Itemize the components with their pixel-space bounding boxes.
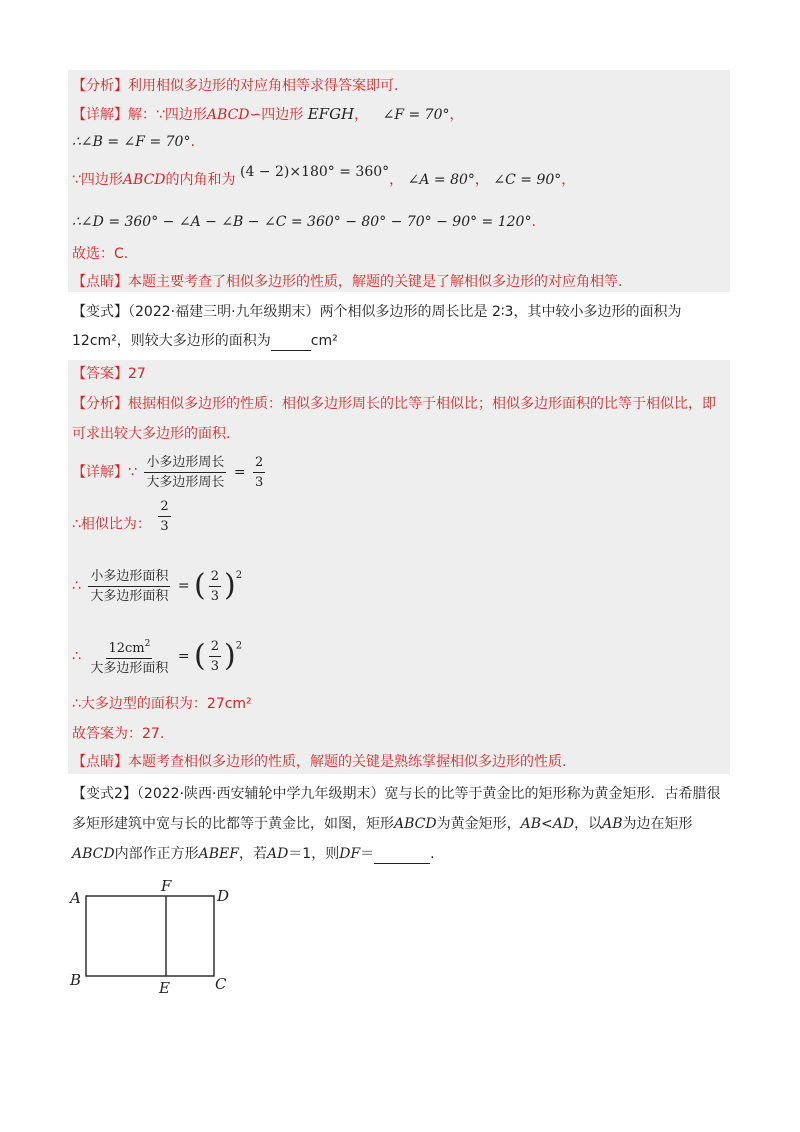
variant2-line-3: [72, 844, 435, 864]
variant2-line-1: [72, 784, 720, 804]
comment-text: 本题主要考查了相似多边形的性质，解题的关键是了解相似多边形的对应角相等.: [128, 274, 623, 290]
comment-tag: 【点睛】: [72, 274, 128, 290]
variant-tag: 【变式】: [72, 304, 128, 320]
variant1-question-line-2: [72, 331, 338, 351]
fraction-denominator: 大多边形面积: [90, 588, 169, 604]
variant1-analysis-line-2: 可求出较大多边形的面积.: [72, 426, 231, 442]
variant1-analysis-line-1: [72, 394, 716, 414]
label-e: E: [159, 979, 170, 997]
detail-tag: 【详解】: [72, 107, 128, 123]
segment-ab: AB: [602, 816, 623, 832]
exponent: 2: [144, 639, 151, 649]
angle-f: ∠F = 70°: [382, 107, 450, 123]
question-text: 多矩形建筑中宽与长的比都等于黄金比，如图，矩形: [72, 816, 394, 832]
area-value-fraction: [88, 636, 170, 677]
question-text: 内部作正方形: [114, 846, 199, 862]
right-paren: ): [224, 568, 236, 603]
variant-tag: 【变式2】: [72, 786, 137, 802]
therefore-symbol: ∴: [72, 578, 81, 594]
segment-ad: AD: [552, 816, 575, 832]
angle-sum: (4 − 2)×180° = 360°: [239, 164, 390, 180]
equals-sign: =: [233, 464, 246, 481]
right-paren: ): [224, 638, 236, 674]
rectangle-abcd: [86, 896, 214, 976]
period: .: [531, 214, 536, 230]
detail-line-2: [72, 132, 195, 152]
fraction-denominator: 3: [160, 519, 169, 534]
question-text: 为黄金矩形，: [436, 816, 521, 832]
perimeter-ratio-fraction: [144, 454, 226, 491]
rect-abcd: ABCD: [394, 816, 437, 832]
answer-tag: 【答案】: [72, 366, 128, 382]
detail-text: ∵四边形: [72, 172, 123, 188]
exponent: 2: [235, 640, 243, 652]
variant2-line-2: [72, 814, 693, 834]
detail-tag: 【详解】: [72, 464, 128, 481]
separator: ，: [354, 107, 369, 123]
separator: ，: [561, 172, 576, 188]
exponent: 2: [235, 570, 243, 581]
fraction-denominator: 3: [210, 588, 220, 604]
question-text: 12cm²，则较大多边形的面积为: [72, 333, 271, 349]
quad-abcd: ABCD: [206, 107, 250, 123]
detail-text: 的内角和为: [165, 172, 236, 188]
fraction-numerator: 小多边形面积: [88, 568, 170, 587]
fraction-numerator: 2: [158, 498, 170, 517]
detail-line-3: [72, 164, 576, 190]
rect-abcd: ABCD: [72, 846, 115, 862]
fraction-denominator: 3: [255, 475, 264, 490]
variant1-comment-line: [72, 752, 566, 772]
label-b: B: [70, 971, 82, 989]
label-f: F: [161, 877, 172, 895]
analysis-text: 根据相似多边形的性质：相似多边形周长的比等于相似比；相似多边形面积的比等于相似比，即: [128, 396, 716, 412]
result-line: ∴大多边型的面积为：27cm²: [72, 696, 252, 712]
choice-line: 故选：C.: [72, 246, 129, 262]
segment-df: DF: [339, 846, 361, 862]
fraction-numerator: 2: [209, 638, 221, 657]
answer-blank[interactable]: [271, 350, 311, 351]
angle-b-equation: ∴∠B = ∠F = 70°: [72, 134, 191, 150]
area-value-line: [72, 636, 242, 677]
fraction-numerator: 2: [253, 454, 265, 473]
label-c: C: [215, 975, 227, 993]
question-text: 宽与长的比等于黄金比的矩形称为黄金矩形．古希腊很: [384, 786, 721, 802]
equals-sign: =: [177, 578, 190, 594]
golden-rectangle-figure: [60, 872, 240, 1000]
ratio-line: [72, 499, 174, 543]
area-value: 12cm: [108, 641, 145, 656]
less-than: <: [541, 816, 553, 832]
segment-ad: AD: [266, 846, 289, 862]
label-a: A: [70, 889, 81, 907]
segment-ab: AB: [520, 816, 542, 832]
question-text: 两个相似多边形的周长比是 2∶3，其中较小多边形的面积为: [319, 304, 682, 320]
answer-value: 27: [128, 366, 146, 382]
label-d: D: [217, 887, 230, 905]
comment-tag: 【点睛】: [72, 754, 128, 770]
comment-text: 本题考查相似多边形的性质，解题的关键是熟练掌握相似多边形的性质.: [128, 754, 567, 770]
period: .: [190, 134, 195, 150]
separator: ，: [449, 107, 464, 123]
area-ratio-fraction: [88, 568, 170, 605]
left-paren: (: [194, 568, 206, 603]
unit-text: cm²: [310, 333, 338, 349]
separator: ，: [389, 172, 404, 188]
source-text: （2022·陕西·西安辅轮中学九年级期末）: [136, 786, 385, 802]
fraction-denominator: 3: [210, 659, 220, 674]
separator: ，: [474, 172, 489, 188]
period: .: [430, 846, 435, 862]
final-answer-line: 故答案为：27.: [72, 726, 165, 742]
two-thirds-fraction: [209, 638, 221, 675]
fraction-numerator: 小多边形周长: [144, 454, 226, 473]
two-thirds-fraction: [253, 454, 265, 491]
therefore-symbol: ∴: [72, 648, 81, 665]
quad-abcd: ABCD: [122, 172, 166, 188]
angle-d-equation: ∴∠D = 360° − ∠A − ∠B − ∠C = 360° − 80° − 70° − 90° = 120°: [72, 214, 532, 230]
answer-line: [72, 364, 146, 384]
because-symbol: ∵: [128, 464, 137, 481]
area-ratio-line: [72, 566, 242, 605]
quad-efgh: EFGH: [307, 105, 355, 123]
comment-line: [72, 272, 622, 292]
angle-a: ∠A = 80°: [407, 172, 475, 188]
question-text: ，若: [238, 846, 267, 862]
analysis-tag: 【分析】: [72, 78, 128, 94]
variant1-question-line-1: [72, 302, 681, 322]
detail-line-1: [72, 104, 463, 125]
question-text: ＝1，则: [288, 846, 340, 862]
fraction-numerator: [106, 636, 152, 659]
answer-blank[interactable]: [374, 863, 430, 864]
ratio-fraction: [158, 498, 170, 535]
similar-text: ∽四边形: [249, 107, 304, 123]
question-text: 为边在矩形: [622, 816, 693, 832]
question-text: ，以: [574, 816, 603, 832]
detail-text: 解：∵四边形: [128, 107, 207, 123]
variant1-detail-line: [72, 454, 268, 491]
angle-c: ∠C = 90°: [493, 172, 562, 188]
source-text: （2022·福建三明·九年级期末）: [128, 304, 320, 320]
question-text: ＝: [360, 846, 375, 862]
ratio-text: ∴相似比为：: [72, 516, 151, 533]
fraction-numerator: 2: [209, 568, 221, 587]
analysis-text: 利用相似多边形的对应角相等求得答案即可.: [128, 78, 399, 94]
fraction-denominator: 大多边形周长: [146, 475, 225, 490]
fraction-denominator: 大多边形面积: [90, 661, 169, 676]
analysis-line: [72, 76, 398, 96]
equals-sign: =: [177, 648, 190, 665]
two-thirds-fraction: [209, 568, 221, 605]
detail-line-4: [72, 212, 536, 232]
square-abef: ABEF: [198, 846, 239, 862]
left-paren: (: [194, 638, 206, 674]
analysis-tag: 【分析】: [72, 396, 128, 412]
